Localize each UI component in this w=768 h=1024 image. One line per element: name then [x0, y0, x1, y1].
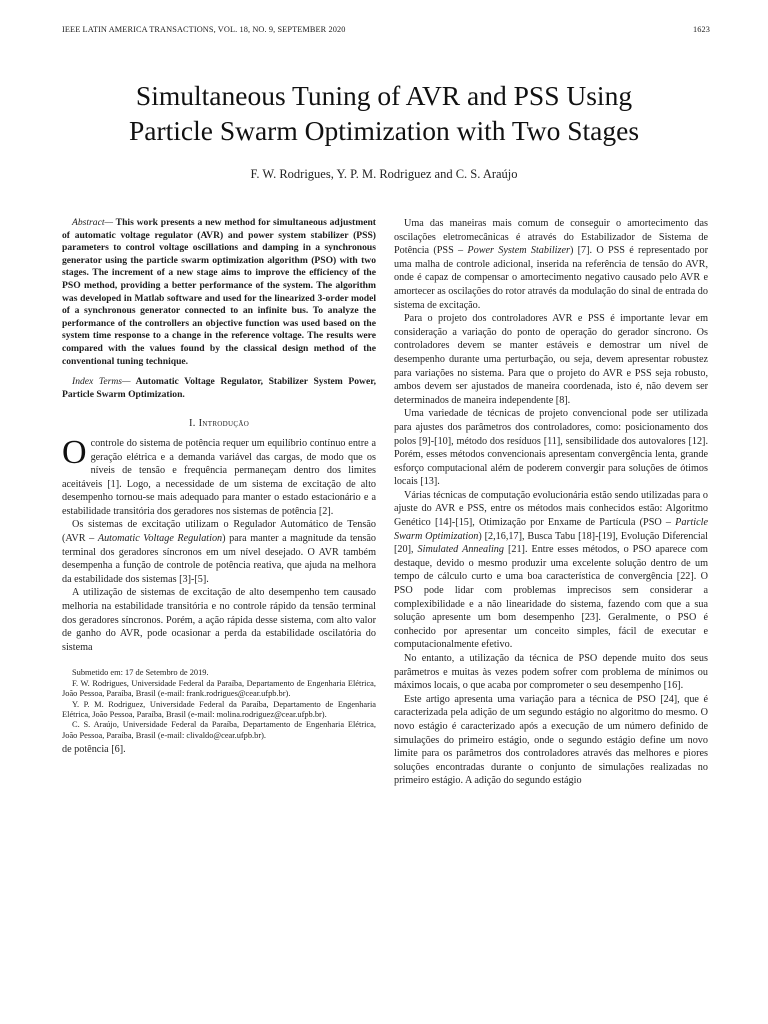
section-heading — [62, 417, 376, 431]
abstract-lead: Abstract— — [72, 217, 114, 228]
section-number: I. — [188, 418, 196, 430]
left-column-tail: de potência [6]. — [62, 744, 126, 756]
drop-cap: O — [62, 433, 87, 471]
left-column — [62, 217, 376, 757]
right-paragraph-6: Este artigo apresenta uma variação para a técnica de PSO [24], que é caracterizada pela adição de um segundo estágio no algoritmo do mesmo. O novo estágio é caracterizado após a execução de um número definido de simulações do primeiro estágio, onde o segundo estágio define um novo limite para os parâmetros dos controladores através das melhores e piores soluções encontradas durante o conjunto de simulações realizadas no primeiro estágio. A adição do segundo estágio — [394, 693, 708, 787]
title-line-2: Particle Swarm Optimization with Two Stages — [128, 115, 640, 146]
intro-paragraph-3: A utilização de sistemas de excitação de alto desempenho tem causado melhoria na estabilidade transitória e no controle rápido da tensão terminal dos geradores síncronos. Porém, a ação rápida desse sistema, com alto valor de ganho do AVR, pode ocasionar a perda da estabilidade oscilatória do sistema — [62, 587, 376, 653]
right-p1-b: ) [7]. O PSS é representado por uma malha de controle adicional, inserida na referência de tensão do AVR, onde é capaz de compensar o amortecimento negativo causado pelo AVR e amortecer as oscilações do rotor através da modulação do sinal de entrada do sistema de excitação. — [394, 245, 708, 311]
intro-p2-em: Automatic Voltage Regulation — [97, 533, 223, 545]
index-terms-lead: Index Terms— — [72, 376, 131, 388]
footnote-author-3: C. S. Araújo, Universidade Federal da Paraíba, Departamento de Engenharia Elétrica, João Pessoa, Paraíba, Brasil (e-mail: clivaldo@cear.ufpb.br). — [62, 720, 376, 740]
right-p4-b: ) [2,16,17], Busca Tabu [18]-[19], Evolução Diferencial [20], — [394, 530, 709, 556]
page-number: 1623 — [693, 25, 710, 34]
journal-header: IEEE LATIN AMERICA TRANSACTIONS, VOL. 18, NO. 9, SEPTEMBER 2020 — [62, 25, 346, 34]
intro-paragraph-2 — [62, 518, 376, 586]
abstract — [62, 217, 376, 368]
index-terms — [62, 376, 376, 401]
footnote-author-1: F. W. Rodrigues, Universidade Federal da Paraíba, Departamento de Engenharia Elétrica, João Pessoa, Paraíba, Brasil (e-mail: frank.rodrigues@cear.ufpb.br). — [62, 678, 376, 699]
right-column — [394, 217, 708, 788]
right-paragraph-3: Uma variedade de técnicas de projeto convencional pode ser utilizada para ajustes dos parâmetros dos controladores, como: posicionamento dos polos [9]-[10], método dos resíduos [11], sensibilidade dos autovalores [12]. Porém, esses métodos convencionais apresentam convergência lenta, grande esforço computacional além de poderem convergir para soluções de ótimos locais [13]. — [394, 408, 708, 488]
intro-paragraph-1-text: controle do sistema de potência requer um equilíbrio contínuo entre a geração elétrica e a demanda variável das cargas, de modo que os níveis de tensão e frequência permaneçam dentro dos limites aceitáveis [1]. Logo, a necessidade de um sistema de excitação de alto desempenho tornou-se mais adequado para manter o estado estacionário e a estabilidade transitória dos geradores nos sistemas de potência [2]. — [62, 437, 376, 517]
intro-paragraph-1 — [62, 433, 376, 519]
footnotes — [62, 668, 376, 741]
footnote-author-2: Y. P. M. Rodriguez, Universidade Federal da Paraíba, Departamento de Engenharia Elétrica, João Pessoa, Paraíba, Brasil (e-mail: molina.rodriguez@cear.ufpb.br). — [62, 699, 376, 720]
right-paragraph-4 — [394, 489, 708, 652]
right-paragraph-5: No entanto, a utilização da técnica de PSO depende muito dos seus parâmetros e muitas às vezes podem sofrer com problema de mínimos ou máximos locais, o que acaba por comprometer o seu desempenho [16]. — [394, 653, 708, 692]
paper-title — [60, 78, 708, 148]
right-paragraph-1 — [394, 217, 708, 312]
right-p4-em1: Particle Swarm Optimization — [394, 517, 708, 542]
right-p4-a: Várias técnicas de computação evolucionária estão sendo utilizadas para o ajuste do AVR e PSS, entre os métodos mais conhecidos estão: Algoritmo Genético [14]-[15], Otimização por Enxame de Partícula (PSO – — [394, 489, 708, 529]
right-p4-em2: Simulated Annealing — [417, 544, 504, 556]
right-p1-em: Power System Stabilizer — [467, 245, 570, 257]
index-terms-text: Automatic Voltage Regulator, Stabilizer System Power, Particle Swarm Optimization. — [62, 376, 376, 400]
right-p4-c: [21]. Entre esses métodos, o PSO aparece com destaque, devido o mesmo produzir uma excelente solução dentro de um tempo de cálculo curto e uma boa característica de convergência [22]. O PSO pode lidar com problemas imprecisos sem considerar a complexibilidade e a não linearidade do sistema, fazendo com que a sua solução apresente um bom desempenho [23]. Geralmente, o PSO é conhecido por apresentar um conceito simples, fácil de executar e computacionalmente efetivo. — [394, 544, 708, 651]
intro-p2-b: ) para manter a magnitude da tensão terminal dos geradores síncronos em um nível desejado. O AVR também desempenha a função de controle de potência reativa, que ajuda na melhora da estabilidade dos sistemas [3]-[5]. — [62, 533, 376, 585]
right-p1-a: Uma das maneiras mais comum de conseguir o amortecimento das oscilações eletromecânicas é através do Estabilizador de Sistema de Potência (PSS – — [394, 218, 708, 257]
right-paragraph-2: Para o projeto dos controladores AVR e PSS é importante levar em consideração a variação do ponto de operação do gerador síncrono. Os controladores devem se manter estáveis e demostrar um nível de desempenho durante uma perturbação, ou seja, devem apresentar robustez para variações no sistema. Para que o projeto do AVR e PSS seja robusto, ambos devem ser ajustados de maneira coordenada, isto é, não devem ser determinados de maneira independente [8]. — [394, 313, 708, 406]
title-line-1: Simultaneous Tuning of AVR and PSS Using — [135, 80, 633, 111]
footnote-submitted: Submetido em: 17 de Setembro de 2019. — [72, 668, 209, 678]
abstract-text: This work presents a new method for simultaneous adjustment of automatic voltage regulator (AVR) and power system stabilizer (PSS) parameters to control voltage oscillations and damping in a synchronous generator using the particle swarm optimization algorithm (PSO) with two stages. The increment of a new stage aims to improve the efficiency of the PSO method, providing a better performance of the system. The algorithm was developed in Matlab software and used for the linearized 3-order model of a synchronous generator connected to an infinite bus. To analyze the performance of the controllers an objective function was used based on the system time response to a change in the reference voltage. The results were compared with the values found by the classical design method of the conventional tuning technique. — [62, 217, 376, 367]
section-title: Introdução — [198, 418, 250, 430]
author-list: F. W. Rodrigues, Y. P. M. Rodriguez and C. S. Araújo — [250, 167, 518, 181]
intro-p2-a: Os sistemas de excitação utilizam o Regulador Automático de Tensão (AVR – — [62, 519, 376, 545]
